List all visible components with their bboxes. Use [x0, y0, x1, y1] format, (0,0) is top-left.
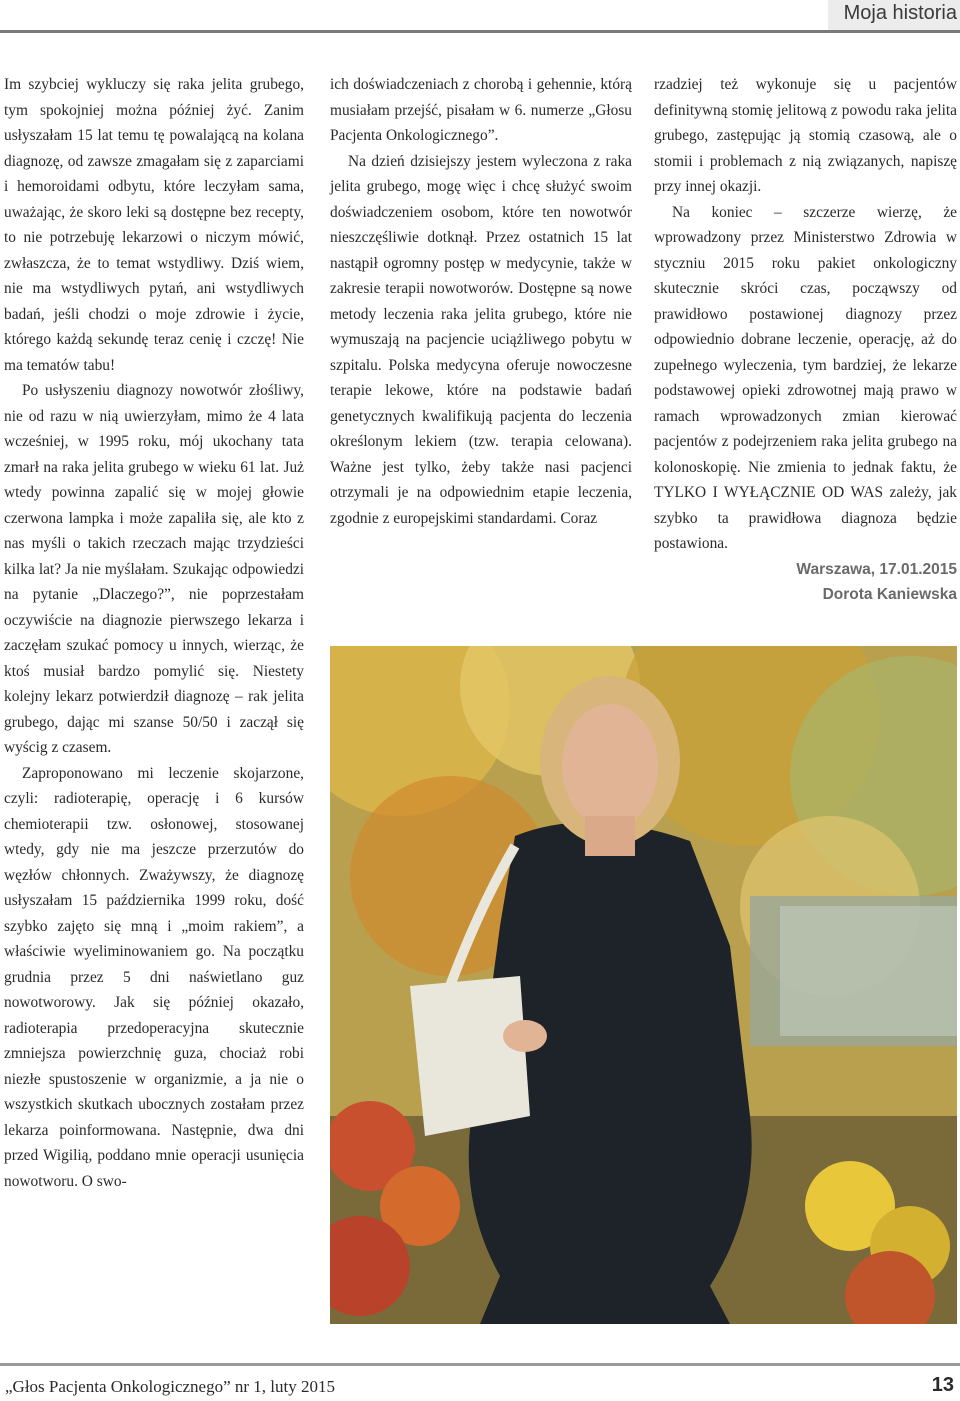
- paragraph: Na koniec – szczerze wierzę, że wprowadzony przez Ministerstwo Zdrowia w styczniu 2015 roku pakiet onkologiczny skutecznie skróci czas, począwszy od prawidłowo postawionej diagnozy przez odpowiednio dobrane leczenie, operację, aż do zupełnego wyleczenia, tym bardziej, że lekarze podstawowej opieki zdrowotnej mają prawo w ramach wprowadzonych zmian kierować pacjentów z podejrzeniem raka jelita grubego na kolonoskopię. Nie zmienia to jednak faktu, że TYLKO I WYŁĄCZNIE OD WAS zależy, jak szybko ta prawidłowa diagnoza będzie postawiona.: [654, 203, 957, 552]
- paragraph: rzadziej też wykonuje się u pacjentów definitywną stomię jelitową z powodu raka jelita grubego, zastępując ją stomią czasową, ale o stomii i problemach z nią związanych, napiszę przy innej okazji.: [654, 76, 957, 195]
- paragraph: Na dzień dzisiejszy jestem wyleczona z raka jelita grubego, mogę więc i chcę służyć swoim doświadczeniem osobom, które ten nowotwór nieszczęśliwie dotknął. Przez ostatnich 15 lat nastąpił ogromny postęp w medycynie, także w zakresie terapii nowotworów. Dostępne są nowe metody leczenia raka jelita grubego, które nie wymuszają na pacjencie uciążliwego pobytu w szpitalu. Polska medycyna oferuje nowoczesne terapie lekowe, które na podstawie badań genetycznych kwalifikują pacjenta do leczenia określonym lekiem (tzw. terapia celowana). Ważne jest tylko, żeby także nasi pacjenci otrzymali je na odpowiednim etapie leczenia, zgodnie z europejskimi standardami. Coraz: [330, 152, 632, 527]
- paragraph: Po usłyszeniu diagnozy nowotwór złośliwy, nie od razu w nią uwierzyłam, mimo że 4 lata wcześniej, w 1995 roku, mój ukochany tata zmarł na raka jelita grubego w wieku 61 lat. Już wtedy powinna zapalić się w mojej głowie czerwona lampka i może zapaliła się, ale kto z nas myśli o takich rzeczach mając trzydzieści kilka lat? Ja nie myślałam. Szukając odpowiedzi na pytanie „Dlaczego?”, nie poprzestałam oczywiście na diagnozie pierwszego lekarza i zaczęłam szukać pomocy u innych, wierząc, że ktoś musiał bardzo pomylić się. Niestety kolejny lekarz potwierdził diagnozę – rak jelita grubego, dając mi szanse 50/50 i zaczął się wyścig z czasem.: [4, 382, 304, 756]
- section-title: Moja historia: [828, 0, 960, 33]
- paragraph: Im szybciej wykluczy się raka jelita grubego, tym spokojniej można później żyć. Zanim usłyszałam 15 lat temu tę powalającą na kolana diagnozę, od zawsze zmagałam się z zaparciami i hemoroidami odbytu, które leczyłam sama, uważając, że skoro leki są dostępne bez recepty, to nie potrzebuję lekarzowi o niczym mówić, zwłaszcza, że to temat wstydliwy. Dziś wiem, nie ma wstydliwych pytań, ani wstydliwych badań, jeśli chodzi o moje zdrowie i życie, którego każdą sekundę teraz cenię i czczę! Nie ma tematów tabu!: [4, 76, 304, 374]
- header-rule: [0, 30, 960, 33]
- place-date: Warszawa, 17.01.2015: [796, 560, 957, 578]
- paragraph: ich doświadczeniach z chorobą i gehennie, którą musiałam przejść, pisałam w 6. numerze „Głosu Pacjenta Onkologicznego”.: [330, 76, 632, 144]
- article-column-2: [330, 72, 632, 531]
- author-photo: [330, 646, 957, 1324]
- publication-info: „Głos Pacjenta Onkologicznego” nr 1, luty 2015: [5, 1377, 336, 1396]
- author-name: Dorota Kaniewska: [822, 585, 957, 603]
- paragraph: Zaproponowano mi leczenie skojarzone, czyli: radioterapię, operację i 6 kursów chemioterapii tzw. osłonowej, stosowanej wtedy, gdy nie ma jeszcze przerzutów do węzłów chłonnych. Zważywszy, że diagnozę usłyszałam 15 października 1999 roku, dość szybko zajęto się mną i „moim rakiem”, a właściwie wyeliminowaniem go. Na początku grudnia przez 5 dni naświetlano guz nowotworowy. Jak się później okazało, radioterapia przedoperacyjna skutecznie zmniejsza powierzchnię guza, chociaż robi niezłe spustoszenie w organizmie, a ja nie o wszystkich skutkach ubocznych zostałam przez lekarza poinformowana. Następnie, dwa dni przed Wigilią, poddano mnie operacji usunięcia nowotworu. O swo-: [4, 764, 304, 1190]
- footer-rule: [0, 1363, 960, 1366]
- page-number: 13: [931, 1374, 954, 1396]
- article-column-3: [654, 72, 957, 607]
- article-column-1: [4, 72, 304, 1194]
